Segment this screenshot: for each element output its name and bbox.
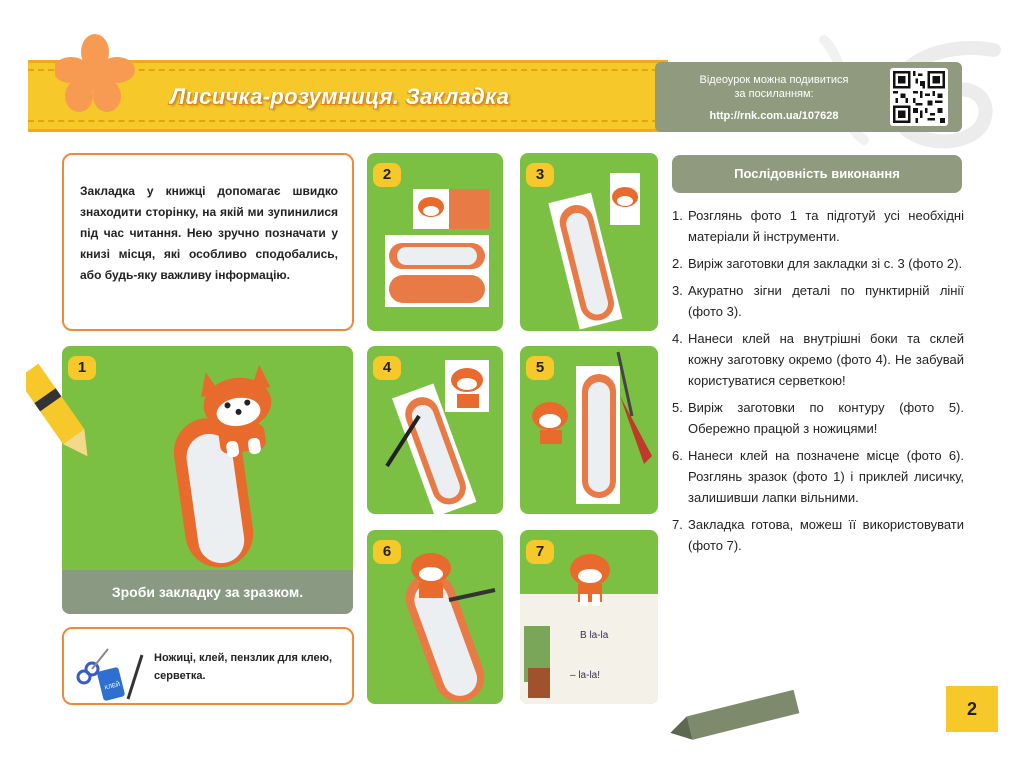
intro-box	[62, 153, 354, 331]
photo-number-badge: 2	[373, 163, 401, 187]
bookmark-blanks-illustration	[367, 153, 503, 331]
video-url-link[interactable]: http://rnk.com.ua/107628	[709, 110, 839, 122]
step-text: Нанеси клей на внутрішні боки та склей кожну заготовку окремо (фото 4). Не забувай користуватися серветкою!	[688, 331, 964, 388]
step-number: 6.	[672, 448, 683, 463]
video-lesson-box	[655, 62, 962, 132]
step-item	[672, 253, 964, 274]
step-item	[672, 397, 964, 439]
flower-icon	[55, 34, 135, 114]
photo-3	[520, 153, 658, 331]
step-item	[672, 205, 964, 247]
intro-text: Закладка у книжці допомагає швидко знаходити сторінку, на якій ми зупинилися під час читання. Нею зручно позначати у книзі місця, які особливо сподобались, або будь-яку важливу інформацію.	[80, 184, 338, 282]
book-text-line2: – la-la!	[570, 670, 601, 681]
photo-1-caption: Зроби закладку за зразком.	[62, 570, 353, 614]
svg-text:КЛЕЙ: КЛЕЙ	[104, 681, 121, 692]
materials-box	[62, 627, 354, 705]
step-text: Виріж заготовки по контуру (фото 5). Обережно працюй з ножицями!	[688, 400, 964, 436]
gluing-illustration	[367, 346, 503, 514]
photo-number-badge: 3	[526, 163, 554, 187]
photo-5	[520, 346, 658, 514]
steps-list	[672, 205, 964, 562]
step-text: Розглянь фото 1 та підготуй усі необхідні матеріали й інструменти.	[688, 208, 964, 244]
photo-number-badge: 6	[373, 540, 401, 564]
step-item	[672, 514, 964, 556]
qr-code-icon[interactable]	[890, 68, 948, 126]
fox-bookmark-illustration	[62, 346, 353, 570]
photo-6	[367, 530, 503, 704]
photo-number-badge: 7	[526, 540, 554, 564]
tools-icon	[70, 633, 150, 703]
materials-text: Ножиці, клей, пензлик для клею, серветка.	[154, 652, 333, 682]
photo-7	[520, 530, 658, 704]
pencil-icon	[26, 360, 96, 470]
step-number: 1.	[672, 208, 683, 223]
photo-number-badge: 1	[68, 356, 96, 380]
step-text: Виріж заготовки для закладки зі с. 3 (фото 2).	[688, 256, 963, 271]
attaching-fox-illustration	[367, 530, 503, 704]
video-caption-line2: за посиланням:	[734, 88, 814, 100]
page-title: Лисичка-розумниця. Закладка	[170, 84, 510, 109]
book-text-line1: В la-la	[580, 630, 609, 641]
video-caption-line1: Відеоурок можна подивитися	[699, 74, 849, 86]
step-number: 4.	[672, 331, 683, 346]
step-number: 5.	[672, 400, 683, 415]
photo-2	[367, 153, 503, 331]
step-text: Закладка готова, можеш її використовувати (фото 7).	[688, 517, 964, 553]
crayon-icon	[668, 690, 808, 740]
step-item	[672, 445, 964, 508]
folded-blanks-illustration	[520, 153, 658, 331]
steps-title: Послідовність виконання	[672, 155, 962, 193]
cutting-illustration	[520, 346, 658, 514]
step-number: 2.	[672, 256, 683, 271]
step-item	[672, 280, 964, 322]
step-text: Акуратно зігни деталі по пунктирній лінії (фото 3).	[688, 283, 964, 319]
step-number: 3.	[672, 283, 683, 298]
photo-1	[62, 346, 353, 614]
photo-number-badge: 4	[373, 356, 401, 380]
photo-4	[367, 346, 503, 514]
photo-number-badge: 5	[526, 356, 554, 380]
step-number: 7.	[672, 517, 683, 532]
step-text: Нанеси клей на позначене місце (фото 6). Розглянь зразок (фото 1) і приклей лисичку, залишивши лапки вільними.	[688, 448, 964, 505]
step-item	[672, 328, 964, 391]
page-number: 2	[946, 686, 998, 732]
